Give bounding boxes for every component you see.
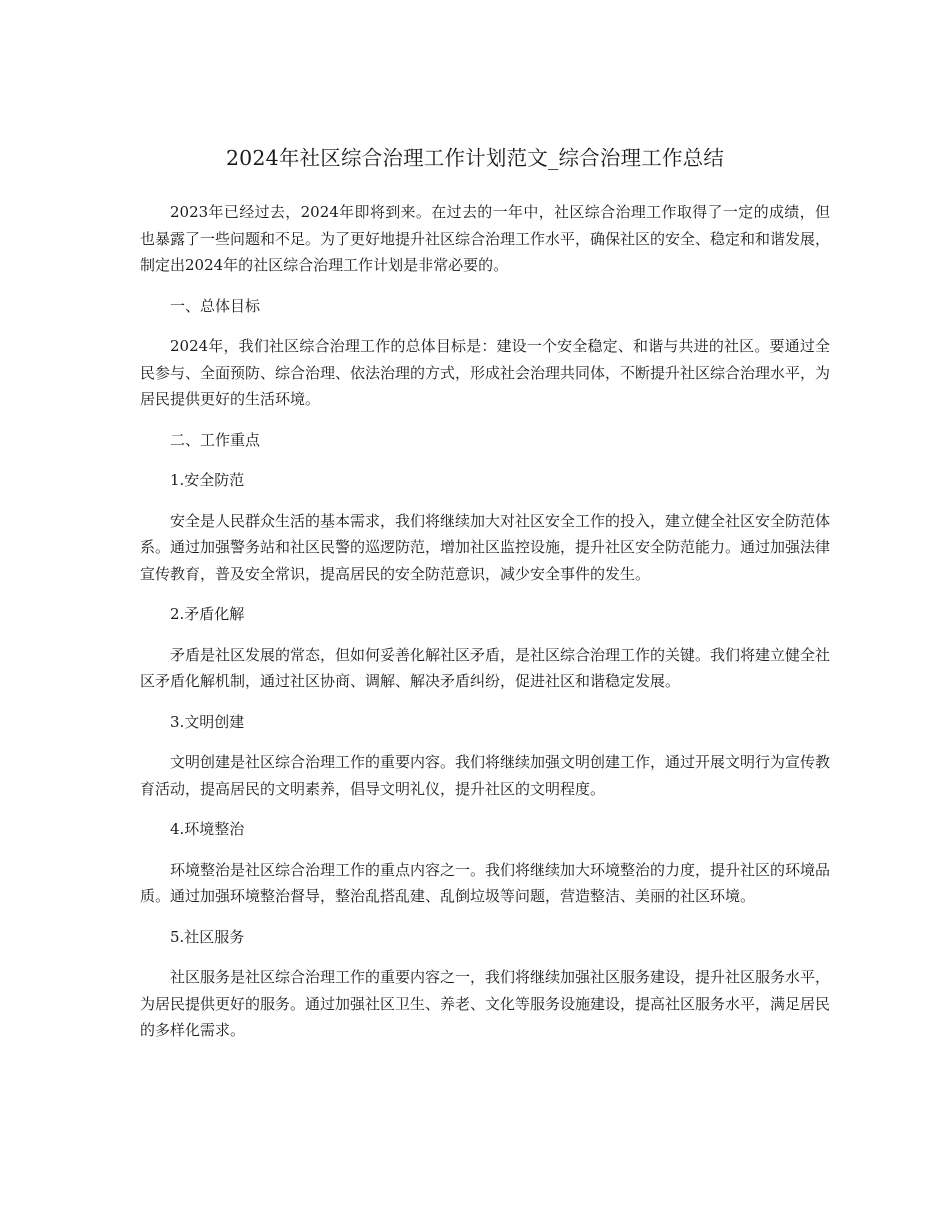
item-heading-civility: 3.文明创建: [170, 712, 245, 731]
item-paragraph-safety: 安全是人民群众生活的基本需求，我们将继续加大对社区安全工作的投入，建立健全社区安全防范体系。通过加强警务站和社区民警的巡逻防范，增加社区监控设施，提升社区安全防范能力。通过加强法律宣传教育，普及安全常识，提高居民的安全防范意识，减少安全事件的发生。: [140, 511, 831, 583]
item-paragraph-conflict: 矛盾是社区发展的常态，但如何妥善化解社区矛盾，是社区综合治理工作的关键。我们将建立健全社区矛盾化解机制，通过社区协商、调解、解决矛盾纠纷，促进社区和谐稳定发展。: [140, 645, 831, 690]
document-title: 2024年社区综合治理工作计划范文_综合治理工作总结: [225, 146, 725, 170]
item-paragraph-civility: 文明创建是社区综合治理工作的重要内容。我们将继续加强文明创建工作，通过开展文明行为宣传教育活动，提高居民的文明素养，倡导文明礼仪，提升社区的文明程度。: [140, 753, 831, 798]
section-paragraph-overall-goal: 2024年，我们社区综合治理工作的总体目标是：建设一个安全稳定、和谐与共进的社区。要通过全民参与、全面预防、综合治理、依法治理的方式，形成社会治理共同体，不断提升社区综合治理水平，为居民提供更好的生活环境。: [140, 337, 831, 408]
intro-paragraph: 2023年已经过去，2024年即将到来。在过去的一年中，社区综合治理工作取得了一定的成绩，但也暴露了一些问题和不足。为了更好地提升社区综合治理工作水平，确保社区的安全、稳定和和谐发展，制定出2024年的社区综合治理工作计划是非常必要的。: [140, 203, 831, 274]
item-heading-conflict: 2.矛盾化解: [170, 605, 245, 623]
item-heading-environment: 4.环境整治: [170, 820, 245, 838]
item-heading-service: 5.社区服务: [170, 927, 245, 946]
section-heading-overall-goal: 一、总体目标: [170, 296, 261, 315]
item-heading-safety: 1.安全防范: [170, 471, 245, 489]
item-paragraph-environment: 环境整治是社区综合治理工作的重点内容之一。我们将继续加大环境整治的力度，提升社区的环境品质。通过加强环境整治督导，整治乱搭乱建、乱倒垃圾等问题，营造整洁、美丽的社区环境。: [140, 860, 831, 905]
section-heading-work-focus: 二、工作重点: [170, 430, 261, 449]
document-body: [140, 199, 830, 1058]
item-paragraph-service: 社区服务是社区综合治理工作的重要内容之一，我们将继续加强社区服务建设，提升社区服务水平，为居民提供更好的服务。通过加强社区卫生、养老、文化等服务设施建设，提高社区服务水平，满足居民的多样化需求。: [140, 968, 831, 1039]
